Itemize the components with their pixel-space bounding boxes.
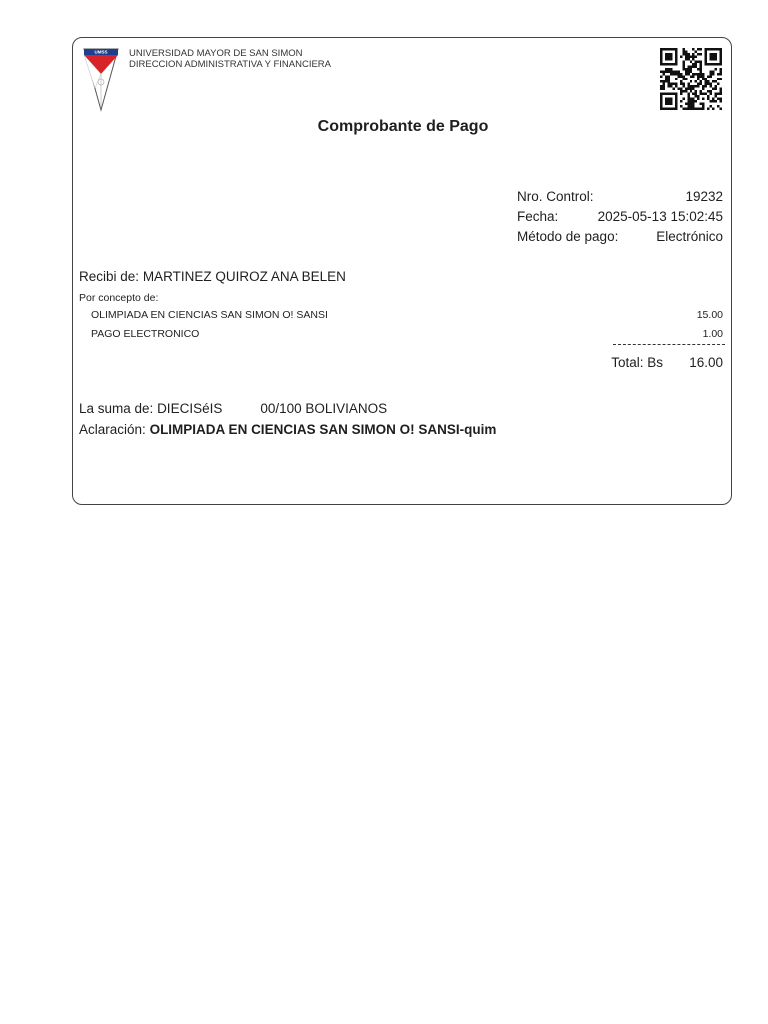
clarification-line [79,422,496,437]
sum-cents: 00/100 BOLIVIANOS [260,401,388,416]
date-row [517,208,723,225]
total-label: Total: Bs [611,355,663,370]
clarification-label: Aclaración: [79,422,146,437]
payment-method-value: Electrónico [656,229,723,244]
payment-receipt [72,37,732,505]
line-item [91,309,723,322]
clarification-text: OLIMPIADA EN CIENCIAS SAN SIMON O! SANSI-quim [149,422,497,437]
institution-line2: DIRECCION ADMINISTRATIVA Y FINANCIERA [129,59,331,70]
line-item-amount: 15.00 [696,309,723,321]
qr-code-icon [660,48,722,110]
payment-method-label: Método de pago: [517,229,619,244]
institution-name [129,48,331,70]
control-number-label: Nro. Control: [517,189,594,204]
sum-label: La suma de: [79,401,154,416]
total-row [573,355,723,372]
document-title: Comprobante de Pago [317,118,489,135]
payer-line [79,269,346,284]
payer-label: Recibi de: [79,269,140,284]
payment-method-row [517,228,723,245]
line-item-description: PAGO ELECTRONICO [91,328,200,340]
logo-text: UMSS [94,49,108,55]
amount-in-words [79,401,387,416]
sum-words: DIECISéIS [157,401,223,416]
control-number-value: 19232 [685,189,723,204]
institution-line1: UNIVERSIDAD MAYOR DE SAN SIMON [129,48,303,59]
date-value: 2025-05-13 15:02:45 [597,209,723,224]
total-value: 16.00 [689,355,723,370]
umss-logo-icon [83,48,119,112]
line-item-amount: 1.00 [702,328,723,340]
date-label: Fecha: [517,209,559,224]
payer-name: MARTINEZ QUIROZ ANA BELEN [142,269,346,284]
line-item-description: OLIMPIADA EN CIENCIAS SAN SIMON O! SANSI [91,309,328,321]
total-divider [613,344,725,345]
control-number-row [517,188,723,205]
line-item [91,328,723,341]
concept-label: Por concepto de: [79,292,159,304]
